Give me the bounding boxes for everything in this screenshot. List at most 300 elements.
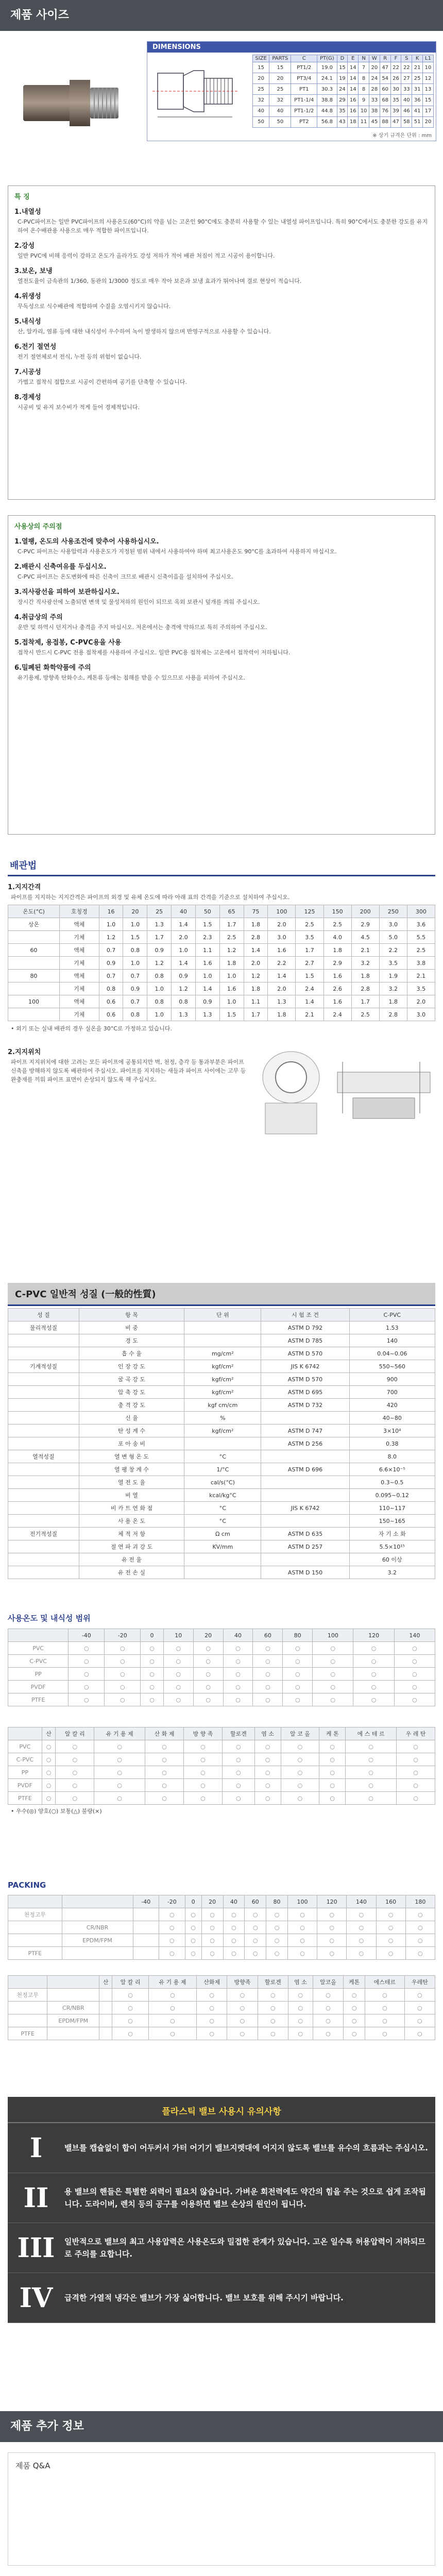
dim-col-r: R bbox=[380, 55, 390, 62]
grid-label: PVC bbox=[8, 1642, 69, 1655]
warning-number: IV bbox=[19, 2282, 53, 2314]
props-cell: 굴 곡 강 도 bbox=[79, 1373, 184, 1386]
dim-cell: 33 bbox=[401, 84, 412, 95]
grid-mark: ○ bbox=[313, 1668, 353, 1681]
support-head-cell: 65 bbox=[219, 905, 244, 918]
grid-mark: ○ bbox=[112, 2002, 149, 2014]
grid-row bbox=[8, 1779, 435, 1792]
grid-mark: ○ bbox=[397, 1740, 435, 1753]
grid-row bbox=[8, 2014, 435, 2027]
grid-mark: ○ bbox=[319, 1753, 346, 1766]
props-cell: Ω cm bbox=[184, 1528, 261, 1540]
grid-mark: ○ bbox=[163, 1642, 193, 1655]
grid-label: PTFE bbox=[8, 1792, 42, 1805]
grid-mark: ○ bbox=[112, 2014, 149, 2027]
grid-mark: ○ bbox=[288, 1989, 313, 2002]
props-cell: kgf/cm² bbox=[184, 1386, 261, 1399]
grid-row bbox=[8, 1908, 435, 1921]
support-head-cell: 25 bbox=[147, 905, 172, 918]
dim-cell: 40 bbox=[253, 106, 269, 116]
features-box bbox=[8, 185, 435, 500]
grid-mark: ○ bbox=[394, 1655, 435, 1668]
props-cell: 1.53 bbox=[349, 1321, 435, 1334]
warning-number: I bbox=[29, 2132, 43, 2164]
dim-cell: 15 bbox=[253, 62, 269, 73]
grid-head-cell: 60 bbox=[253, 1629, 283, 1642]
grid-cell: EPDM/FPM bbox=[47, 2014, 99, 2027]
support-cell: 상온 bbox=[8, 918, 60, 931]
grid-head-cell: 100 bbox=[287, 1895, 317, 1908]
dim-cell: 43 bbox=[337, 116, 348, 127]
grid-label: PP bbox=[8, 1668, 69, 1681]
feature-text: 무독성으로 식수배관에 적합하며 수질을 오염시키지 않습니다. bbox=[18, 303, 171, 310]
dim-cell: 27 bbox=[401, 73, 412, 84]
dim-cell: 50 bbox=[269, 116, 291, 127]
support-cell: 3.8 bbox=[407, 957, 435, 970]
feature-heading: 4.위생성 bbox=[14, 293, 41, 300]
support-cell: 2.0 bbox=[407, 995, 435, 1008]
dim-cell: PT2 bbox=[291, 116, 317, 127]
grid-mark: ○ bbox=[283, 1642, 313, 1655]
grid-mark: ○ bbox=[313, 1681, 353, 1693]
support-cell: 1.8 bbox=[244, 918, 268, 931]
grid-head-cell: 100 bbox=[313, 1629, 353, 1642]
caution-text: 운반 및 하역시 던지거나 충격을 주지 마십시오. 저온에서는 충격에 약하므로 특히 주의하여 주십시오. bbox=[18, 624, 267, 631]
support-cell: 2.2 bbox=[379, 944, 407, 957]
dim-col-l1: L1 bbox=[423, 55, 434, 62]
grid-row bbox=[8, 1753, 435, 1766]
grid-mark: ○ bbox=[223, 1934, 245, 1947]
grid-mark: ○ bbox=[183, 1779, 222, 1792]
support-cell: 4.5 bbox=[351, 931, 379, 944]
support-row bbox=[8, 957, 435, 970]
grid-mark: ○ bbox=[365, 2027, 404, 2040]
props-cell bbox=[8, 1566, 79, 1579]
props-cell: 110~117 bbox=[349, 1502, 435, 1515]
support-cell: 액체 bbox=[59, 918, 99, 931]
support-cell: 기체 bbox=[59, 982, 99, 995]
support-cell: 1.2 bbox=[172, 982, 196, 995]
grid-mark: ○ bbox=[317, 1947, 347, 1960]
props-cell bbox=[8, 1502, 79, 1515]
props-cell bbox=[184, 1553, 261, 1566]
props-cell: 경 도 bbox=[79, 1334, 184, 1347]
support-cell: 5.5 bbox=[407, 931, 435, 944]
grid-mark: ○ bbox=[56, 1740, 94, 1753]
grid-mark: ○ bbox=[258, 1989, 288, 2002]
grid-mark: ○ bbox=[183, 1792, 222, 1805]
support-cell: 1.4 bbox=[195, 982, 219, 995]
grid-mark: ○ bbox=[281, 1779, 319, 1792]
props-cell: 사 용 온 도 bbox=[79, 1515, 184, 1528]
support-cell: 2.6 bbox=[323, 982, 351, 995]
grid-mark: ○ bbox=[69, 1655, 105, 1668]
props-cell: 비 열 bbox=[79, 1489, 184, 1502]
grid-mark: ○ bbox=[159, 1908, 185, 1921]
props-cell: 6.6×10⁻⁵ bbox=[349, 1463, 435, 1476]
expansion-title: 2.지지위치 bbox=[8, 1048, 41, 1056]
grid-mark: ○ bbox=[288, 2014, 313, 2027]
support-cell: 2.4 bbox=[296, 982, 323, 995]
props-cell bbox=[8, 1373, 79, 1386]
props-row bbox=[8, 1347, 435, 1360]
grid-head-cell: 산 화 제 bbox=[145, 1727, 184, 1740]
support-cell: 1.7 bbox=[147, 931, 172, 944]
support-cell: 1.5 bbox=[195, 918, 219, 931]
support-cell: 1.8 bbox=[351, 970, 379, 982]
grid-mark: ○ bbox=[69, 1642, 105, 1655]
support-cell: 1.3 bbox=[195, 1008, 219, 1021]
dim-cell: 14 bbox=[348, 62, 359, 73]
piping-band: 배관법 bbox=[8, 855, 435, 876]
props-cell bbox=[8, 1553, 79, 1566]
support-cell: 3.5 bbox=[407, 982, 435, 995]
support-cell: 1.0 bbox=[99, 918, 123, 931]
support-cell: 기체 bbox=[59, 1008, 99, 1021]
props-cell: 포 아 송 비 bbox=[79, 1437, 184, 1450]
props-head-cell: 성 질 bbox=[8, 1309, 79, 1321]
support-cell: 2.1 bbox=[407, 970, 435, 982]
props-cell: 전기적성질 bbox=[8, 1528, 79, 1540]
support-cell: 2.8 bbox=[351, 982, 379, 995]
props-cell: JIS K 6742 bbox=[261, 1360, 349, 1373]
props-row bbox=[8, 1360, 435, 1373]
support-head-cell: 40 bbox=[172, 905, 196, 918]
grid-cell: 천정고무 bbox=[8, 1989, 47, 2002]
dim-cell: 11 bbox=[359, 116, 369, 127]
dim-cell: 15 bbox=[269, 62, 291, 73]
grid-head-cell: 유 기 용 제 bbox=[148, 1976, 196, 1989]
props-cell: 150~165 bbox=[349, 1515, 435, 1528]
props-cell: ASTM D 785 bbox=[261, 1334, 349, 1347]
props-head-cell: 시 험 조 건 bbox=[261, 1309, 349, 1321]
caution-text: 접착시 반드시 C-PVC 전용 접착제를 사용하여 주십시오. 일반 PVC용 접착제는 고온에서 접착력이 저하됩니다. bbox=[18, 649, 291, 656]
support-cell: 3.0 bbox=[407, 1008, 435, 1021]
dim-cell: 15 bbox=[337, 62, 348, 73]
dim-cell: 20 bbox=[253, 73, 269, 84]
props-row bbox=[8, 1386, 435, 1399]
grid-mark: ○ bbox=[283, 1681, 313, 1693]
warning-section bbox=[8, 2097, 435, 2323]
grid-row bbox=[8, 2027, 435, 2040]
support-cell: 1.2 bbox=[244, 970, 268, 982]
support-head-cell: 75 bbox=[244, 905, 268, 918]
packing-title: PACKING bbox=[8, 1880, 46, 1890]
grid-mark: ○ bbox=[94, 1792, 145, 1805]
grid-mark: ○ bbox=[223, 1681, 253, 1693]
warning-item bbox=[8, 2273, 435, 2323]
props-cell: ASTM D 257 bbox=[261, 1540, 349, 1553]
dim-cell: 38.8 bbox=[317, 95, 337, 106]
grid-mark: ○ bbox=[254, 1766, 281, 1779]
features-title: 특 징 bbox=[14, 193, 30, 201]
dim-row bbox=[253, 95, 434, 106]
grid-mark: ○ bbox=[148, 2002, 196, 2014]
support-cell: 1.7 bbox=[219, 918, 244, 931]
dim-cell: 24 bbox=[337, 84, 348, 95]
props-row bbox=[8, 1489, 435, 1502]
props-cell: 1/°C bbox=[184, 1463, 261, 1476]
dim-cell: 7 bbox=[359, 62, 369, 73]
grid-head-cell: -20 bbox=[159, 1895, 185, 1908]
dim-cell: 10 bbox=[423, 62, 434, 73]
dim-cell: 30.3 bbox=[317, 84, 337, 95]
grid-head-cell: 120 bbox=[353, 1629, 394, 1642]
grid-head-cell bbox=[8, 1629, 69, 1642]
dim-cell: 22 bbox=[390, 62, 401, 73]
support-row bbox=[8, 982, 435, 995]
grid-mark: ○ bbox=[69, 1693, 105, 1706]
grid-mark: ○ bbox=[227, 2014, 258, 2027]
grid-mark: ○ bbox=[254, 1740, 281, 1753]
expansion-text: 파이프 지지위치에 대한 고려는 모든 파이프에 공통되지만 벽, 천정, 층각 등 통과부분은 파이프 신축을 방해하지 않도록 배관하여 주십시오. 파이프를 지지하는 새들과 파이프 사이에는 고무 등 완충재를 끼워 파이프 표면이 손상되지 않도록 해 주십시오. bbox=[11, 1059, 246, 1083]
grid-cell bbox=[47, 2027, 99, 2040]
props-cell bbox=[261, 1450, 349, 1463]
grid-mark: ○ bbox=[141, 1642, 164, 1655]
feature-heading: 8.경제성 bbox=[14, 394, 41, 401]
props-cell: ASTM D 792 bbox=[261, 1321, 349, 1334]
caution-heading: 4.취급상의 주의 bbox=[14, 614, 63, 621]
support-cell: 2.5 bbox=[296, 918, 323, 931]
grid-head-cell: 20 bbox=[201, 1895, 223, 1908]
grid-mark: ○ bbox=[193, 1668, 223, 1681]
grid-mark: ○ bbox=[313, 1655, 353, 1668]
grid-label: PVDF bbox=[8, 1779, 42, 1792]
props-cell: 3.2 bbox=[349, 1566, 435, 1579]
props-row bbox=[8, 1463, 435, 1476]
props-cell: 흡 수 율 bbox=[79, 1347, 184, 1360]
support-cell: 0.6 bbox=[99, 995, 123, 1008]
support-row bbox=[8, 1008, 435, 1021]
props-cell: 550~560 bbox=[349, 1360, 435, 1373]
grid-head-cell: 에스테르 bbox=[365, 1976, 404, 1989]
dim-cell: 68 bbox=[380, 95, 390, 106]
dim-cell: 14 bbox=[348, 84, 359, 95]
props-cell: 900 bbox=[349, 1373, 435, 1386]
grid-head-cell: 우 레 탄 bbox=[397, 1727, 435, 1740]
support-cell: 0.8 bbox=[123, 1008, 147, 1021]
dim-row bbox=[253, 73, 434, 84]
props-cell bbox=[261, 1489, 349, 1502]
props-row bbox=[8, 1437, 435, 1450]
grid-cell bbox=[8, 1934, 62, 1947]
props-cell: 0.04~0.06 bbox=[349, 1347, 435, 1360]
props-cell: kgf/cm² bbox=[184, 1425, 261, 1437]
grid-mark: ○ bbox=[94, 1766, 145, 1779]
dim-cell: 58 bbox=[401, 116, 412, 127]
grid-mark: ○ bbox=[254, 1792, 281, 1805]
grid-mark: ○ bbox=[353, 1642, 394, 1655]
support-cell: 1.2 bbox=[219, 944, 244, 957]
dim-cell: 20 bbox=[269, 73, 291, 84]
props-cell: 기계적성질 bbox=[8, 1360, 79, 1373]
chem-legend: • 우수(◎) 양호(○) 보통(△) 불량(×) bbox=[11, 1808, 102, 1815]
props-cell bbox=[184, 1321, 261, 1334]
props-cell: JIS K 6742 bbox=[261, 1502, 349, 1515]
grid-head-cell: -40 bbox=[69, 1629, 105, 1642]
props-row bbox=[8, 1399, 435, 1412]
props-cell bbox=[8, 1399, 79, 1412]
grid-row bbox=[8, 1740, 435, 1753]
props-cell: 유 전 손 실 bbox=[79, 1566, 184, 1579]
grid-head-cell: 120 bbox=[317, 1895, 347, 1908]
product-photo bbox=[8, 46, 131, 160]
support-cell: 2.1 bbox=[296, 1008, 323, 1021]
props-section bbox=[8, 1283, 435, 1579]
grid-mark: ○ bbox=[346, 1779, 397, 1792]
dim-cell: 39 bbox=[390, 106, 401, 116]
packing-section bbox=[8, 1875, 435, 2040]
props-cell: °C bbox=[184, 1450, 261, 1463]
grid-mark: ○ bbox=[201, 1921, 223, 1934]
grid-head-cell bbox=[8, 1727, 42, 1740]
props-cell: 자 기 소 화 bbox=[349, 1528, 435, 1540]
dim-cell: 25 bbox=[412, 73, 423, 84]
support-head-cell: 온도(°C) bbox=[8, 905, 60, 918]
warning-list bbox=[8, 2123, 435, 2323]
support-cell: 1.6 bbox=[323, 995, 351, 1008]
grid-mark: ○ bbox=[148, 2027, 196, 2040]
props-cell: 0.38 bbox=[349, 1437, 435, 1450]
grid-mark: ○ bbox=[288, 2002, 313, 2014]
grid-mark: ○ bbox=[319, 1792, 346, 1805]
grid-mark: ○ bbox=[245, 1921, 266, 1934]
props-cell: 유 전 율 bbox=[79, 1553, 184, 1566]
feature-text: 산, 알카리, 염류 등에 대한 내식성이 우수하여 녹이 발생하지 않으며 반영구적으로 사용할 수 있습니다. bbox=[18, 328, 271, 335]
dim-cell: PT1-1/4 bbox=[291, 95, 317, 106]
support-cell: 60 bbox=[8, 944, 60, 957]
warning-text: 일반적으로 밸브의 최고 사용압력은 사용온도와 밀접한 관계가 있습니다. 고온 일수록 허용압력이 저하되므로 주의를 요합니다. bbox=[64, 2237, 425, 2259]
grid-mark: ○ bbox=[42, 1753, 56, 1766]
grid-mark: ○ bbox=[258, 2014, 288, 2027]
grid-head-cell: 알 칼 리 bbox=[112, 1976, 149, 1989]
grid-mark: ○ bbox=[353, 1681, 394, 1693]
grid-mark: ○ bbox=[245, 1908, 266, 1921]
grid-mark: ○ bbox=[201, 1908, 223, 1921]
grid-cell bbox=[133, 1947, 159, 1960]
dim-cell: PT1/2 bbox=[291, 62, 317, 73]
grid-mark: ○ bbox=[397, 1766, 435, 1779]
grid-mark: ○ bbox=[163, 1681, 193, 1693]
props-cell: 압 축 강 도 bbox=[79, 1386, 184, 1399]
grid-row bbox=[8, 1947, 435, 1960]
dim-cell: 76 bbox=[380, 106, 390, 116]
grid-mark: ○ bbox=[185, 1934, 201, 1947]
support-cell: 1.4 bbox=[268, 970, 296, 982]
grid-mark: ○ bbox=[105, 1681, 141, 1693]
grid-mark: ○ bbox=[319, 1766, 346, 1779]
grid-label: C-PVC bbox=[8, 1753, 42, 1766]
grid-row bbox=[8, 2002, 435, 2014]
grid-mark: ○ bbox=[281, 1766, 319, 1779]
dim-row bbox=[253, 106, 434, 116]
grid-mark: ○ bbox=[42, 1779, 56, 1792]
grid-head-cell: 140 bbox=[394, 1629, 435, 1642]
grid-mark: ○ bbox=[253, 1681, 283, 1693]
props-cell: 열 팽 창 계 수 bbox=[79, 1463, 184, 1476]
support-cell: 100 bbox=[8, 995, 60, 1008]
grid-cell bbox=[133, 1921, 159, 1934]
grid-mark: ○ bbox=[112, 2027, 149, 2040]
grid-mark: ○ bbox=[253, 1642, 283, 1655]
support-cell: 1.0 bbox=[172, 944, 196, 957]
props-head-cell: 단 위 bbox=[184, 1309, 261, 1321]
props-row bbox=[8, 1540, 435, 1553]
support-cell: 1.3 bbox=[268, 995, 296, 1008]
feature-heading: 3.보온, 보냉 bbox=[14, 267, 53, 275]
dim-cell: 20 bbox=[369, 62, 380, 73]
grid-mark: ○ bbox=[148, 2014, 196, 2027]
grid-head-cell: 방 향 족 bbox=[183, 1727, 222, 1740]
dim-cell: PT1 bbox=[291, 84, 317, 95]
props-cell: ASTM D 696 bbox=[261, 1463, 349, 1476]
dim-cell: 45 bbox=[369, 116, 380, 127]
grid-mark: ○ bbox=[105, 1655, 141, 1668]
grid-head-cell: 케톤 bbox=[344, 1976, 365, 1989]
warning-text: 밸브를 캡슐없이 합이 어두커서 가터 어기기 밸브지렛대에 어지지 않도록 밸브를 유수의 흐름과는 주십시오. bbox=[64, 2143, 428, 2153]
warning-number: II bbox=[23, 2182, 49, 2214]
dim-col-a: C bbox=[291, 55, 317, 62]
grid-label: PP bbox=[8, 1766, 42, 1779]
support-cell: 1.0 bbox=[147, 982, 172, 995]
grid-label: PTFE bbox=[8, 1693, 69, 1706]
grid-mark: ○ bbox=[56, 1753, 94, 1766]
grid-mark: ○ bbox=[222, 1779, 254, 1792]
props-cell: 절 연 파 괴 강 도 bbox=[79, 1540, 184, 1553]
support-cell: 1.1 bbox=[195, 944, 219, 957]
dim-cell: 32 bbox=[269, 95, 291, 106]
grid-mark: ○ bbox=[141, 1681, 164, 1693]
support-cell: 1.8 bbox=[323, 944, 351, 957]
dim-cell: 38 bbox=[369, 106, 380, 116]
grid-mark: ○ bbox=[222, 1792, 254, 1805]
grid-head-cell bbox=[8, 1895, 62, 1908]
grid-cell: PTFE bbox=[8, 1947, 62, 1960]
grid-head-cell: 20 bbox=[193, 1629, 223, 1642]
props-table bbox=[8, 1308, 435, 1579]
feature-text: 전기 절연체로서 전식, 누전 등의 위험이 없습니다. bbox=[18, 353, 142, 360]
grid-cell: CR/NBR bbox=[47, 2002, 99, 2014]
grid-head-cell: 0 bbox=[185, 1895, 201, 1908]
props-cell: °C bbox=[184, 1515, 261, 1528]
grid-row bbox=[8, 1668, 435, 1681]
support-cell: 2.9 bbox=[351, 918, 379, 931]
support-cell: 3.2 bbox=[379, 982, 407, 995]
warning-item bbox=[8, 2223, 435, 2273]
support-cell: 1.0 bbox=[195, 970, 219, 982]
support-row bbox=[8, 944, 435, 957]
support-head-cell: 150 bbox=[323, 905, 351, 918]
dim-cell: 14 bbox=[348, 73, 359, 84]
grid-mark: ○ bbox=[313, 1642, 353, 1655]
support-cell: 0.9 bbox=[195, 995, 219, 1008]
dim-col-k: K bbox=[412, 55, 423, 62]
support-row bbox=[8, 995, 435, 1008]
dim-row bbox=[253, 62, 434, 73]
support-cell: 0.6 bbox=[99, 1008, 123, 1021]
caution-text: C-PVC 파이프는 사용압력과 사용온도가 지정된 범위 내에서 사용하여야 하며 최고사용온도 90°C를 초과하여 사용하지 마십시오. bbox=[18, 548, 337, 555]
grid-head-cell: 할로겐 bbox=[258, 1976, 288, 1989]
props-cell bbox=[8, 1476, 79, 1489]
dim-cell: 13 bbox=[423, 84, 434, 95]
grid-mark: ○ bbox=[266, 1908, 288, 1921]
grid-cell bbox=[133, 1908, 159, 1921]
props-cell: 3×10⁴ bbox=[349, 1425, 435, 1437]
support-head-cell: 50 bbox=[195, 905, 219, 918]
support-cell: 0.8 bbox=[99, 982, 123, 995]
grid-mark: ○ bbox=[145, 1792, 184, 1805]
props-cell: 60 이상 bbox=[349, 1553, 435, 1566]
